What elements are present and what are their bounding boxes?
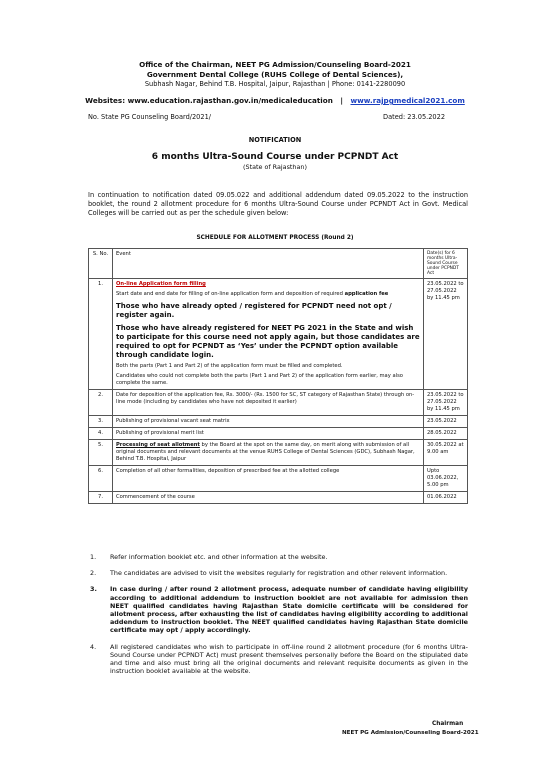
websites-label: Websites: [85, 96, 126, 105]
list-item [88, 585, 468, 634]
notification-title: 6 months Ultra-Sound Course under PCPNDT Act [151, 152, 399, 162]
row-date: 23.05.2022 [424, 416, 468, 428]
header-date: Date(s) for 6 months Ultra-Sound Course under PCPNDT Act [424, 249, 468, 279]
list-item [88, 569, 468, 577]
event-note-2: Candidates who could not complete both the parts (Part 1 and Part 2) of the application form earlier, may also complete the same. [116, 373, 403, 386]
event-title: Processing of seat allotment [116, 442, 200, 448]
note-number: 4. [90, 642, 97, 651]
row-event: Publishing of provisional merit list [113, 428, 424, 440]
note-text: All registered candidates who wish to participate in off-line round 2 allotment procedure (for 6 months Ultra-Sound Course under PCPNDT Act) must present themselves personally before the Board on the stipulated date and time and also must bring all the original documents and relevant requisite documents as given in the instruction booklet available at the website. [110, 642, 468, 676]
office-heading: Office of the Chairman, NEET PG Admission/Counseling Board-2021 [139, 60, 411, 69]
websites-line [0, 96, 550, 105]
event-title: On-line Application form filling [116, 281, 206, 287]
event-text [116, 291, 420, 298]
table-row [89, 279, 468, 390]
note-text: The candidates are advised to visit the websites regularly for registration and other relevent information. [110, 569, 448, 578]
header-event: Event [113, 249, 424, 279]
table-row [89, 390, 468, 416]
row-date: 28.05.2022 [424, 428, 468, 440]
notes-list [88, 553, 468, 683]
signature-board: NEET PG Admission/Counseling Board-2021 [342, 730, 479, 736]
event-note-1: Both the parts (Part 1 and Part 2) of the application form must be filled and completed. [116, 363, 343, 369]
note-number: 1. [90, 553, 97, 561]
row-sno: 1. [89, 279, 113, 390]
row-date: 30.05.2022 at 9.00 am [424, 440, 468, 466]
header-sno: S. No. [89, 249, 113, 279]
table-row [89, 428, 468, 440]
notification-heading: NOTIFICATION [248, 136, 302, 144]
schedule-title: SCHEDULE FOR ALLOTMENT PROCESS (Round 2) [196, 235, 354, 241]
row-date: 23.05.2022 to 27.05.2022 by 11.45 pm [424, 390, 468, 416]
table-row [89, 492, 468, 504]
list-item [88, 643, 468, 676]
notification-subtitle: (State of Rajasthan) [243, 163, 307, 171]
note-text: In case during / after round 2 allotment process, adequate number of candidate having eligibility according to additional addendum to instruction booklet are not available for admission then NEET qualified candidates having Rajasthan State domicile certificate will be considered for allotment process, after exhausting the list of candidates having eligibility according to additional addendum to instruction booklet. The NEET qualified candidates having Rajasthan State domicile certificate may opt / apply accordingly. [110, 585, 468, 635]
website-link-2[interactable]: www.rajpgmedical2021.com [350, 96, 465, 105]
row-event: Commencement of the course [113, 492, 424, 504]
reference-number: No. State PG Counseling Board/2021/ [88, 113, 211, 121]
row-sno: 2. [89, 390, 113, 416]
row-date: Upto 03.06.2022, 5.00 pm [424, 466, 468, 492]
row-event: Publishing of provisional vacant seat matrix [113, 416, 424, 428]
schedule-table [88, 248, 468, 504]
row-date: 23.05.2022 to 27.05.2022 by 11.45 pm [424, 279, 468, 390]
row-sno: 3. [89, 416, 113, 428]
list-item [88, 553, 468, 561]
table-row [89, 416, 468, 428]
row-event [113, 440, 424, 466]
row-event: Completion of all other formalities, deposition of prescribed fee at the allotted college [113, 466, 424, 492]
row-event: Date for deposition of the application fee, Rs. 3000/- (Rs. 1500 for SC, ST category of Rajasthan State) through on-line mode (including by candidates who have not deposited it earlier) [113, 390, 424, 416]
row-sno: 7. [89, 492, 113, 504]
note-text: Refer information booklet etc. and other information at the website. [110, 553, 328, 561]
row-sno: 4. [89, 428, 113, 440]
event-text-part: Start date and end date for filling of on-line application form and deposition of required [116, 291, 345, 297]
website-link-1[interactable]: www.education.rajasthan.gov.in/medicaleducation [127, 96, 333, 105]
row-event [113, 279, 424, 390]
table-row [89, 466, 468, 492]
notification-date: Dated: 23.05.2022 [383, 113, 446, 121]
table-header-row [89, 249, 468, 279]
intro-paragraph: In continuation to notification dated 09.05.022 and additional addendum dated 09.05.2022 to the instruction booklet, the round 2 allotment procedure for 6 months Ultra-Sound Course under PCPNDT Act in Govt. Medical Colleges will be carried out as per the schedule given below: [88, 191, 468, 217]
table-row [89, 440, 468, 466]
row-date: 01.06.2022 [424, 492, 468, 504]
college-heading: Government Dental College (RUHS College of Dental Sciences), [146, 70, 404, 79]
website-separator: | [340, 96, 343, 105]
event-bold-note-2: Those who have already registered for NEET PG 2021 in the State and wish to participate for this course need not apply again, but those candidates are required to opt for PCPNDT as ‘Yes’ under the PCPNDT option available through candidate login. [116, 324, 420, 359]
event-bold-note-1: Those who have already opted / registered for PCPNDT need not opt / register again. [116, 302, 392, 319]
row-sno: 5. [89, 440, 113, 466]
event-text: by the Board at the spot on the same day, on merit along with submission of all original documents and relevant documents at the venue RUHS College of Dental Sciences (GDC), Subhash Nagar, Behind T.B. Hospital, Jaipur [116, 442, 415, 462]
address-line: Subhash Nagar, Behind T.B. Hospital, Jaipur, Rajasthan | Phone: 0141-2280090 [144, 80, 406, 88]
row-sno: 6. [89, 466, 113, 492]
signature-title: Chairman [432, 721, 464, 727]
note-number: 3. [90, 585, 97, 594]
event-text-bold: application fee [344, 291, 389, 297]
note-number: 2. [90, 569, 97, 578]
